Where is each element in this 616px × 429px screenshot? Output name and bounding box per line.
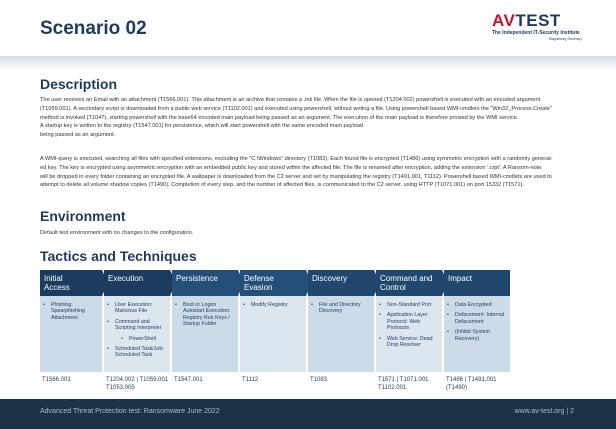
environment-heading: Environment [40, 208, 126, 224]
technique-item: • File and Directory Discovery [311, 302, 361, 315]
logo-tagline: The Independent IT-Security Institute [492, 30, 580, 36]
page-title: Scenario 02 [40, 18, 147, 39]
text-line: A startup key is written to the registry (T1547.001) for persistence, which will start powershell with the same encoded main payload [40, 123, 364, 130]
av-test-logo [492, 12, 582, 48]
logo-city: Magdeburg Germany [548, 37, 582, 41]
environment-text: Default test environment with no changes to the configuration. [40, 230, 194, 236]
tactics-heading: Tactics and Techniques [40, 248, 197, 264]
technique-ids: T1486 | T1491.001 (T1490) [446, 377, 497, 391]
tactics-table [40, 270, 592, 398]
technique-subitem: • PowerShell [121, 335, 156, 342]
description-paragraph-1 [40, 96, 580, 140]
tactic-column-execution [104, 270, 170, 398]
technique-item: • User Execution: Malicious File [107, 302, 153, 315]
technique-ids: T1204.002 | T1059.001 T1053.005 [106, 377, 169, 391]
column-header: Command and Control [376, 270, 442, 296]
tactic-column-persistence [172, 270, 238, 398]
footer-report-title: Advanced Threat Protection test: Ransomware June 2022 [40, 408, 220, 415]
technique-item: • Data Encrypted [447, 302, 492, 308]
text-line: will be dropped in every folder containing an encrypted file. A wallpaper is downloaded from the C2 server and set by manipulating the registry (T1491.001, T1112). Powershell based WMI-cmdlets are used to [40, 173, 552, 180]
column-header: Defense Evasion [240, 270, 306, 296]
technique-ids: T1571 | T1071.001 T1102.001 [378, 377, 429, 391]
page-header [0, 0, 616, 56]
technique-item: • Phishing: Spearphishing Attachment [43, 302, 85, 321]
logo-av-text: AV [492, 11, 516, 30]
column-header: Execution [104, 270, 170, 296]
technique-item: • Defacement: Internal Defacement [447, 312, 505, 325]
column-body [40, 296, 102, 372]
column-header: Initial Access [40, 270, 102, 296]
tactic-column-initial-access [40, 270, 102, 398]
text-line: being passed as an argument. [40, 132, 116, 139]
column-header: Discovery [308, 270, 374, 296]
technique-item: • (Inhibit System Recovery) [447, 329, 491, 342]
text-line: ed key. The key is encrypted using asymmetric encryption with an embedded public key and stored within the affected file. The file is renamed after encryption, adding the extension '.crpt'. A Ransom-note [40, 164, 542, 171]
text-line: The user receives an Email with an attachment (T1566.001). This attachment is an archive that contains a .lnk file. When the file is opened (T1204.002) powershell is executed with an encoded argument [40, 97, 541, 103]
text-line: attempt to delete all volume shadow copies (T1490). Completion of every step, and the number of affected files, is communicated to the C2 server, using HTTP (T1071.001) on port 15332 (T1571). [40, 182, 524, 189]
technique-item: • Modify Registry [243, 302, 288, 308]
technique-ids: T1547.001 [174, 377, 203, 383]
tactic-column-defense-evasion [240, 270, 306, 398]
column-body [172, 296, 238, 372]
text-line: A WMI-query is executed, searching all files with specified extensions, excluding the "C:\Windows" directory (T1083). Each found file is encrypted (T1486) using symmetric encryption with a randomly generat- [40, 156, 553, 162]
description-heading: Description [40, 76, 118, 92]
technique-ids: T1083 [310, 377, 328, 383]
technique-ids: T1566.001 [42, 377, 71, 383]
page-footer [0, 399, 616, 429]
description-paragraph-2 [40, 155, 580, 190]
column-body [104, 296, 170, 372]
column-header: Persistence [172, 270, 238, 296]
column-body [240, 296, 306, 372]
column-header: Impact [444, 270, 510, 296]
logo-test-text: TEST [515, 11, 561, 30]
technique-item: • Boot or Logon Autostart Execution: Registry Run Keys / Startup Folder [175, 302, 231, 328]
tactic-column-impact [444, 270, 510, 398]
text-line: (T1059.001). A secondary script is downloaded from a public web service (T1102.001) and executed using powershell, without writing a file. Using powershell based WMI-cmdlets the "Win32_Process.Create" [40, 105, 552, 112]
header-fade [0, 56, 616, 70]
tactic-column-discovery [308, 270, 374, 398]
text-line: method is invoked (T1047), starting powershell with the base64 encoded main payload being passed as an argument. The execution of the main payload is therefore proxied by the WMI service. [40, 114, 519, 121]
technique-item: • Application Layer Protocol: Web Protocols [379, 312, 428, 332]
technique-item: • Scheduled Task/Job: Scheduled Task [107, 346, 164, 359]
column-body [444, 296, 510, 372]
technique-ids: T1112 [242, 377, 259, 383]
footer-website-page[interactable]: www.av-test.org | 2 [514, 408, 574, 415]
column-body [376, 296, 442, 372]
technique-item: • Command and Scripting Interpreter [107, 318, 162, 332]
technique-item: • Web Service: Dead Drop Resolver [379, 335, 433, 349]
technique-item: • Non-Standard Port [379, 302, 432, 308]
column-body [308, 296, 374, 372]
tactic-column-command-and-control [376, 270, 442, 398]
